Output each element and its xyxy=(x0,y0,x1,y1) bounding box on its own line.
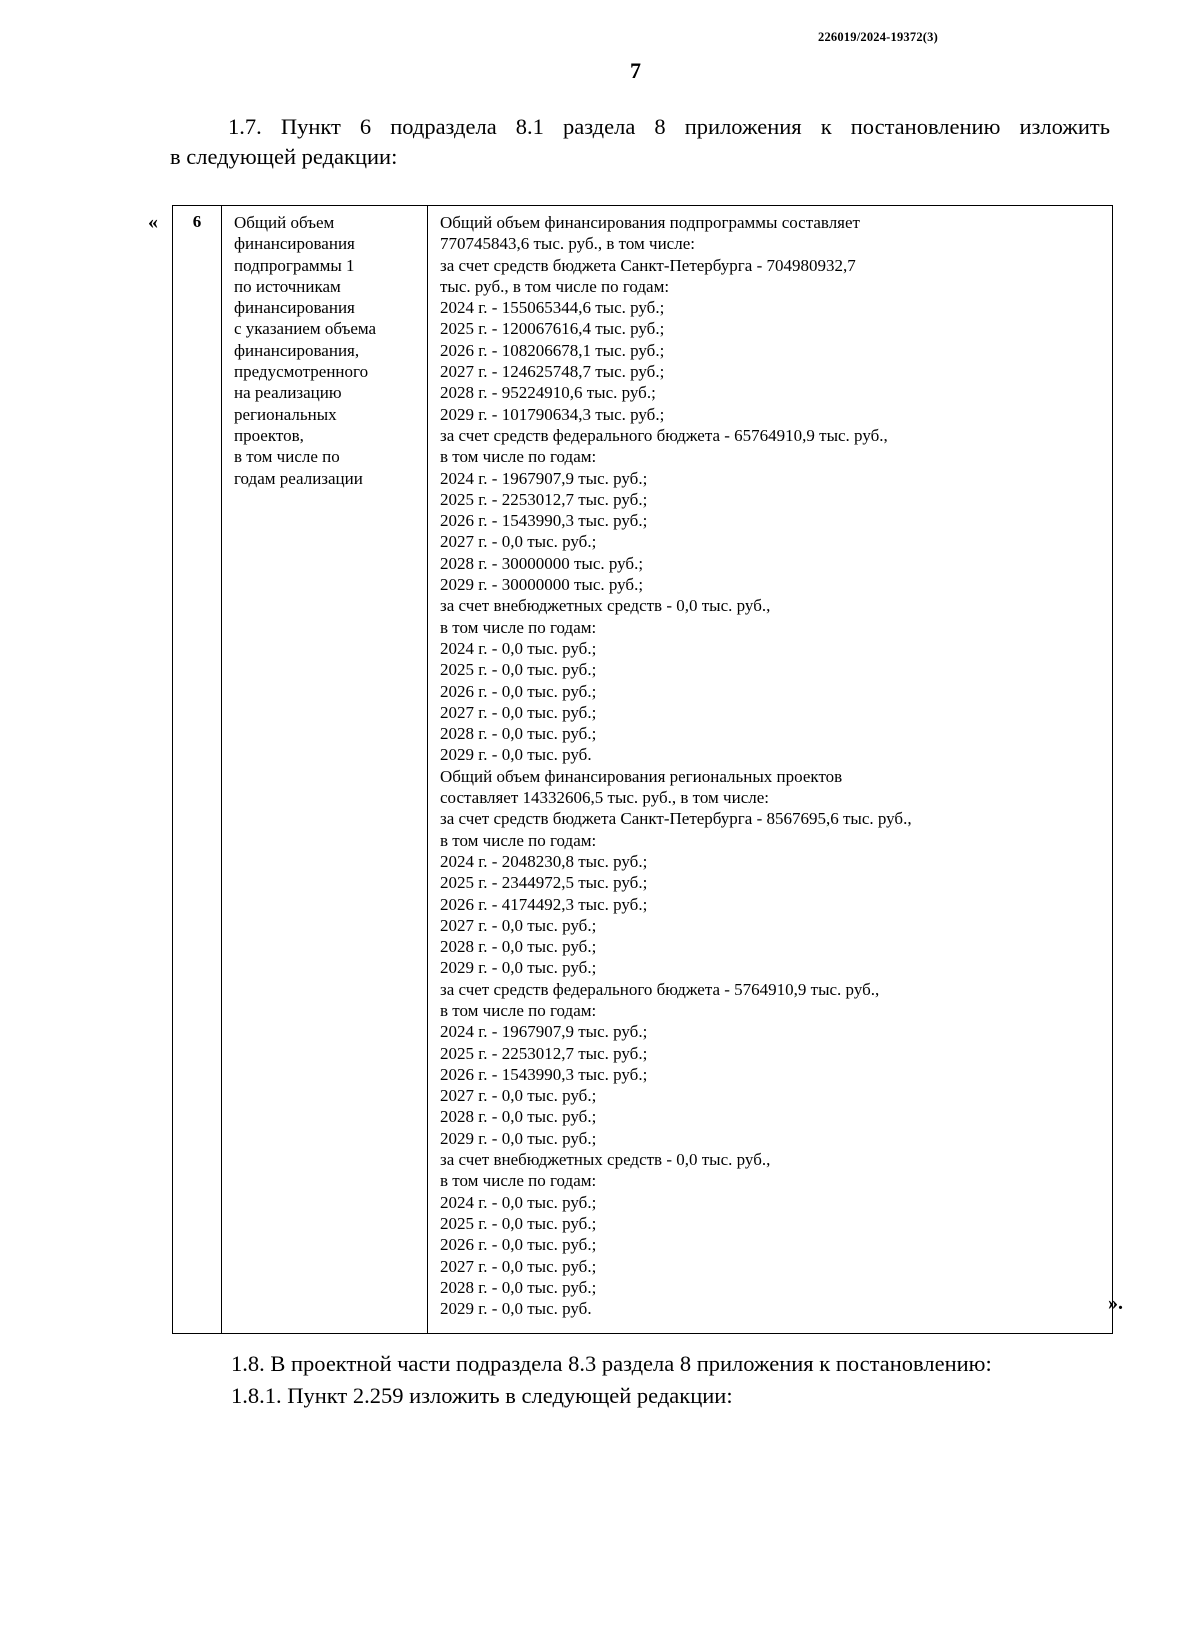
financing-table xyxy=(172,205,1113,1334)
amendment-paragraph-1-7-line2: в следующей редакции: xyxy=(170,144,398,169)
content-line: в том числе по годам: xyxy=(440,1000,597,1020)
content-line: 2029 г. - 30000000 тыс. руб.; xyxy=(440,575,644,595)
row-label-cell xyxy=(222,206,428,1334)
page-number: 7 xyxy=(630,58,641,83)
content-line: 2026 г. - 0,0 тыс. руб.; xyxy=(440,681,597,701)
content-line: 2027 г. - 0,0 тыс. руб.; xyxy=(440,532,597,552)
content-line: за счет средств бюджета Санкт-Петербурга - 704980932,7 xyxy=(440,255,856,275)
content-line: 2029 г. - 101790634,3 тыс. руб.; xyxy=(440,404,665,424)
content-line: за счет средств федерального бюджета - 65764910,9 тыс. руб., xyxy=(440,425,888,445)
row-content-cell xyxy=(428,206,1113,1334)
content-line: за счет внебюджетных средств - 0,0 тыс. руб., xyxy=(440,1150,771,1170)
content-line: 2028 г. - 0,0 тыс. руб.; xyxy=(440,937,597,957)
content-line: 2026 г. - 108206678,1 тыс. руб.; xyxy=(440,340,665,360)
table-row xyxy=(173,206,1113,1334)
row-label-text: Общий объем финансирования подпрограммы 1 по источникам финансирования с указанием объема финансирования, предусмотренного на реализацию региональных проектов, в том числе по годам реализации xyxy=(234,213,377,488)
content-line: 2028 г. - 95224910,6 тыс. руб.; xyxy=(440,383,656,403)
content-lines xyxy=(428,206,1112,1319)
content-line: 2029 г. - 0,0 тыс. руб. xyxy=(440,1299,592,1319)
closing-quote-mark: ». xyxy=(1108,1292,1123,1314)
amendment-paragraph-1-7-line1: 1.7. Пункт 6 подраздела 8.1 раздела 8 приложения к постановлению изложить xyxy=(228,114,1110,139)
content-line: 2028 г. - 0,0 тыс. руб.; xyxy=(440,1107,597,1127)
content-line: в том числе по годам: xyxy=(440,617,597,637)
content-line: 2026 г. - 4174492,3 тыс. руб.; xyxy=(440,894,648,914)
content-line: 2024 г. - 2048230,8 тыс. руб.; xyxy=(440,851,648,871)
content-line: 2025 г. - 2253012,7 тыс. руб.; xyxy=(440,1043,648,1063)
content-line: 2024 г. - 0,0 тыс. руб.; xyxy=(440,1192,597,1212)
opening-quote-mark: « xyxy=(148,211,158,233)
content-line: в том числе по годам: xyxy=(440,1171,597,1191)
content-line: 2028 г. - 0,0 тыс. руб.; xyxy=(440,1277,597,1297)
content-line: в том числе по годам: xyxy=(440,447,597,467)
content-line: составляет 14332606,5 тыс. руб., в том числе: xyxy=(440,788,769,808)
content-line: 2024 г. - 0,0 тыс. руб.; xyxy=(440,638,597,658)
content-line: 2025 г. - 2253012,7 тыс. руб.; xyxy=(440,489,648,509)
content-line: 2025 г. - 120067616,4 тыс. руб.; xyxy=(440,319,665,339)
content-line: 2026 г. - 0,0 тыс. руб.; xyxy=(440,1235,597,1255)
content-line: за счет внебюджетных средств - 0,0 тыс. руб., xyxy=(440,596,771,616)
content-line: 2027 г. - 124625748,7 тыс. руб.; xyxy=(440,362,665,382)
content-line: 2025 г. - 2344972,5 тыс. руб.; xyxy=(440,873,648,893)
content-line: Общий объем финансирования подпрограммы составляет xyxy=(440,213,860,232)
content-line: Общий объем финансирования региональных проектов xyxy=(440,766,843,786)
content-line: 2025 г. - 0,0 тыс. руб.; xyxy=(440,1213,597,1233)
amendment-paragraph-1-8: 1.8. В проектной части подраздела 8.3 раздела 8 приложения к постановлению: xyxy=(231,1351,992,1376)
content-line: 770745843,6 тыс. руб., в том числе: xyxy=(440,234,695,254)
content-line: тыс. руб., в том числе по годам: xyxy=(440,276,670,296)
content-line: 2024 г. - 1967907,9 тыс. руб.; xyxy=(440,1022,648,1042)
content-line: за счет средств бюджета Санкт-Петербурга - 8567695,6 тыс. руб., xyxy=(440,809,912,829)
content-line: 2027 г. - 0,0 тыс. руб.; xyxy=(440,1256,597,1276)
content-line: 2028 г. - 0,0 тыс. руб.; xyxy=(440,724,597,744)
content-line: 2027 г. - 0,0 тыс. руб.; xyxy=(440,702,597,722)
amendment-paragraph-1-7 xyxy=(170,112,1110,172)
content-line: 2025 г. - 0,0 тыс. руб.; xyxy=(440,660,597,680)
content-line: 2026 г. - 1543990,3 тыс. руб.; xyxy=(440,1064,648,1084)
content-line: 2028 г. - 30000000 тыс. руб.; xyxy=(440,553,644,573)
content-line: 2029 г. - 0,0 тыс. руб.; xyxy=(440,958,597,978)
content-line: 2027 г. - 0,0 тыс. руб.; xyxy=(440,915,597,935)
content-line: в том числе по годам: xyxy=(440,830,597,850)
content-line: 2029 г. - 0,0 тыс. руб. xyxy=(440,745,592,765)
amendment-paragraph-1-8-1: 1.8.1. Пункт 2.259 изложить в следующей редакции: xyxy=(231,1383,733,1408)
content-line: 2027 г. - 0,0 тыс. руб.; xyxy=(440,1086,597,1106)
document-registration-number: 226019/2024-19372(3) xyxy=(818,30,938,44)
content-line: 2024 г. - 1967907,9 тыс. руб.; xyxy=(440,468,648,488)
content-line: за счет средств федерального бюджета - 5764910,9 тыс. руб., xyxy=(440,979,880,999)
content-line: 2026 г. - 1543990,3 тыс. руб.; xyxy=(440,511,648,531)
content-line: 2029 г. - 0,0 тыс. руб.; xyxy=(440,1128,597,1148)
row-number-cell: 6 xyxy=(173,206,222,1334)
content-line: 2024 г. - 155065344,6 тыс. руб.; xyxy=(440,298,665,318)
